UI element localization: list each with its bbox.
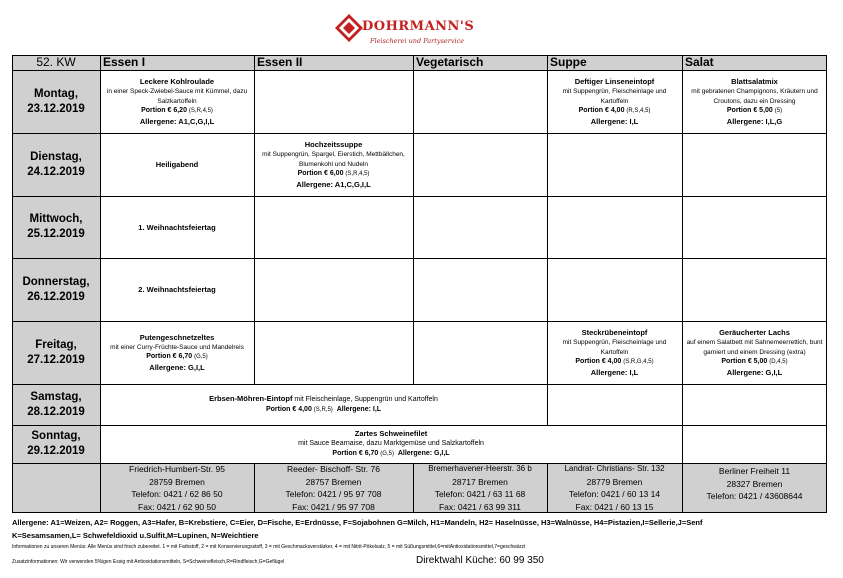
branch-street: Bremerhavener-Heerstr. 36 b (428, 464, 532, 473)
col-salat: Salat (682, 55, 827, 70)
col-essen-2: Essen II (254, 55, 413, 70)
additive-codes: (S,R,G,4,5) (623, 359, 654, 365)
allergen-legend-line-2: K=Sesamsamen,L= Schwefeldioxid u.Sulfit,M=Lupinen, N=Weichtiere (12, 531, 259, 540)
day-label: Montag, (33, 87, 79, 100)
branch-street: Reeder- Bischoff- Str. 76 (287, 464, 380, 474)
day-label: Samstag, (30, 390, 82, 403)
price-value: Portion € 6,00 (297, 170, 344, 177)
price-value: Portion € 4,00 (578, 107, 625, 114)
additive-codes: (G,5) (380, 450, 394, 457)
meal-friday-salat (682, 321, 827, 384)
additive-codes: (5) (774, 108, 783, 114)
branch-phone: Telefon: 0421 / 95 97 708 (285, 489, 382, 499)
branch-street: Friedrich-Humbert-Str. 95 (129, 464, 225, 474)
meal-tuesday-essen-1: Heiligabend (155, 160, 199, 169)
day-label: Donnerstag, (22, 275, 90, 288)
price-value: Portion € 5,00 (721, 358, 768, 365)
address-spacer (12, 463, 100, 513)
day-date: 25.12.2019 (27, 228, 85, 240)
branch-city: 28757 Bremen (305, 476, 362, 487)
branch-phone: Telefon: 0421 / 62 86 50 (131, 489, 223, 499)
day-date: 26.12.2019 (27, 290, 85, 303)
logo-diamond-icon (334, 13, 364, 43)
branch-phone: Telefon: 0421 / 60 13 14 (568, 489, 661, 499)
meal-title: Leckere Kohlroulade (139, 77, 215, 86)
weekly-menu-table (12, 55, 827, 513)
additive-codes: (G,5) (194, 354, 208, 361)
meal-price (579, 106, 651, 117)
day-thursday (12, 258, 100, 321)
meal-thursday-essen-1: 2. Weihnachtsfeiertag (138, 285, 216, 294)
meal-sunday (100, 425, 682, 463)
additive-codes: (D,4,5) (769, 359, 788, 365)
price-value: Portion € 6,70 (332, 449, 379, 457)
day-monday (12, 70, 100, 133)
branch-city: 28759 Bremen (149, 476, 205, 487)
day-sunday (12, 425, 100, 463)
day-date: 23.12.2019 (27, 102, 85, 115)
meal-allergens: Allergene: I,L (590, 116, 639, 126)
day-tuesday (12, 133, 100, 196)
branch-phone: Telefon: 0421 / 63 11 68 (434, 489, 526, 499)
branch-fax: Fax: 0421 / 63 99 311 (438, 501, 522, 512)
meal-price (298, 169, 370, 180)
meal-wednesday-essen-1: 1. Weihnachtsfeiertag (138, 222, 216, 232)
branch-phone: Telefon: 0421 / 43608644 (706, 491, 803, 501)
day-label: Dienstag, (30, 150, 82, 163)
meal-price (141, 106, 213, 117)
meal-description: mit gebratenen Champignons, Kräutern und Croutons, dazu ein Dressing (691, 88, 818, 105)
meal-allergens: Allergene: G,I,L (726, 367, 783, 377)
additional-info: Zusatzinformationen: Wir verwenden 5%igen Essig mit Antioxidationsmitteln, S=Schweinefleisch,R=Rindfleisch,G=Geflügel (12, 559, 285, 565)
day-date: 24.12.2019 (27, 165, 85, 178)
meal-price (721, 357, 787, 368)
meal-title: Deftiger Linseneintopf (574, 77, 655, 86)
price-value: Portion € 6,20 (141, 107, 187, 114)
meal-description: in einer Speck-Zwiebel-Sauce mit Kümmel, dazu Salzkartoffeln (106, 88, 248, 105)
meal-description: mit Suppengrün, Spargel, Eierstich, Mettbällchen, Blumenkohl und Nudeln (262, 151, 405, 168)
meal-price (146, 352, 208, 363)
branch-street: Berliner Freiheit 11 (718, 466, 791, 476)
company-logo (334, 10, 494, 48)
col-suppe: Suppe (547, 55, 682, 70)
meal-allergens: Allergene: A1,C,G,I,L (296, 179, 371, 189)
meal-allergens: Allergene: A1,C,G,I,L (139, 116, 215, 126)
branch-address-1 (100, 463, 254, 513)
day-wednesday (12, 196, 100, 258)
day-friday (12, 321, 100, 384)
branch-address-2 (254, 463, 413, 513)
meal-description: auf einem Salatbett mit Sahnemeerrettich, bunt garniert und einem Dressing (extra) (686, 339, 823, 356)
price-value: Portion € 4,00 (575, 358, 622, 365)
meal-price (575, 357, 653, 368)
meal-description: mit Suppengrün, Fleischeinlage und Kartoffeln (562, 339, 667, 356)
meal-saturday (100, 384, 547, 425)
price-value: Portion € 5,00 (726, 107, 773, 114)
branch-city: 28717 Bremen (452, 476, 508, 487)
meal-monday-salat (682, 70, 827, 133)
meal-price (727, 106, 782, 117)
meal-friday-essen-1 (100, 321, 254, 384)
day-saturday (12, 384, 100, 425)
branch-street: Landrat- Christians- Str. 132 (564, 464, 665, 473)
meal-title: Putengeschnetzeltes (139, 332, 215, 342)
week-number: 52. KW (12, 55, 100, 70)
price-value: Portion € 6,70 (146, 353, 193, 361)
additive-info: Informationen zu unseren Menüs: Alle Menüs sind frisch zubereitet. 1 = mit Farbstoff, 2 = mit Konservierungsstoff, 3 = mit Geschmacksverstärker, 4 = mit Nitrit-Pökelsalz, 5 = mit Süßungsmittel,6=mitAntioxidationsmittel,7=geschwärzt (12, 544, 526, 550)
meal-title: Hochzeitssuppe (304, 140, 363, 149)
day-label: Mittwoch, (29, 213, 83, 225)
logo-tagline: Fleischerei und Partyservice (370, 37, 465, 45)
meal-price (332, 449, 449, 460)
meal-monday-suppe (547, 70, 682, 133)
day-date: 28.12.2019 (27, 405, 85, 418)
branch-address-3 (413, 463, 547, 513)
price-value: Portion € 4,00 (265, 405, 312, 413)
additive-codes: (R,S,4,5) (626, 108, 651, 114)
meal-description: mit Suppengrün, Fleischeinlage und Kartoffeln (562, 88, 667, 105)
kitchen-direct-phone: Direktwahl Küche: 60 99 350 (416, 555, 544, 566)
meal-tuesday-essen-2 (254, 133, 413, 196)
col-vegetarisch: Vegetarisch (413, 55, 547, 70)
allergen-legend-line-1: Allergene: A1=Weizen, A2= Roggen, A3=Hafer, B=Krebstiere, C=Eier, D=Fische, E=Erdnüsse, F=Sojabohnen G=Milch, H1=Mandeln, H2= Haselnüsse, H3=Walnüsse, H4=Pistazien,I=Sellerie,J=Senf (12, 518, 703, 527)
meal-friday-suppe (547, 321, 682, 384)
meal-title: Geräucherter Lachs (719, 328, 790, 337)
meal-allergens: Allergene: I,L (590, 367, 639, 377)
additive-codes: (S,R,4,5) (188, 108, 213, 114)
meal-price (266, 405, 381, 416)
branch-city: 28779 Bremen (586, 476, 643, 487)
meal-title: Steckrübeneintopf (581, 328, 648, 337)
meal-allergens: Allergene: I,L (336, 405, 382, 413)
meal-title: Blattsalatmix (731, 77, 778, 86)
day-date: 27.12.2019 (27, 353, 85, 366)
logo-brand: DOHRMANN'S (362, 19, 475, 34)
additive-codes: (S,R,4,5) (345, 171, 370, 177)
meal-title-line (209, 394, 438, 405)
day-label: Freitag, (35, 338, 77, 351)
day-label: Sonntag, (31, 430, 81, 442)
branch-fax: Fax: 0421 / 95 97 708 (292, 501, 375, 512)
meal-description: mit Sauce Bearnaise, dazu Marktgemüse und Salzkartoffeln (298, 440, 484, 447)
branch-fax: Fax: 0421 / 62 90 50 (138, 501, 216, 512)
additive-codes: (S,R,5) (313, 406, 333, 413)
meal-description: mit einer Curry-Früchte-Sauce und Mandelreis (110, 343, 244, 351)
col-essen-1: Essen I (100, 55, 254, 70)
meal-allergens: Allergene: G,I,L (149, 362, 205, 372)
branch-address-5 (682, 463, 827, 513)
branch-address-4 (547, 463, 682, 513)
meal-description: mit Fleischeinlage, Suppengrün und Kartoffeln (294, 396, 438, 403)
meal-allergens: Allergene: I,L,G (726, 116, 783, 126)
meal-title: Zartes Schweinefilet (354, 429, 428, 438)
meal-allergens: Allergene: G,I,L (397, 449, 450, 457)
meal-title: Erbsen-Möhren-Eintopf (209, 394, 293, 403)
meal-monday-essen-1 (100, 70, 254, 133)
branch-city: 28327 Bremen (726, 478, 783, 489)
branch-fax: Fax: 0421 / 60 13 15 (575, 501, 654, 512)
day-date: 29.12.2019 (27, 445, 85, 457)
